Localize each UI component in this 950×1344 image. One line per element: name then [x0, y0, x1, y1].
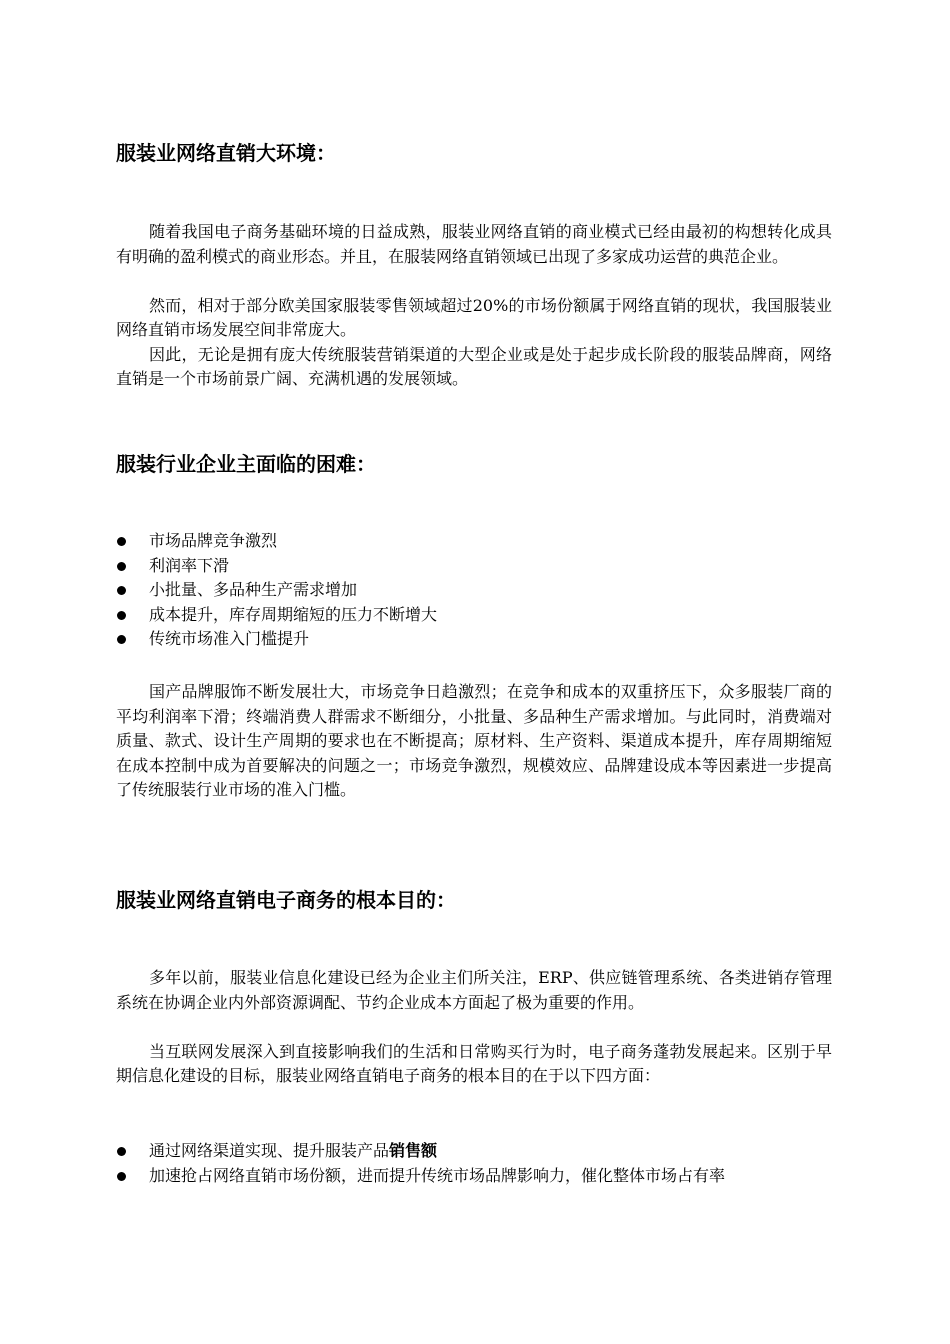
paragraph: 当互联网发展深入到直接影响我们的生活和日常购买行为时，电子商务蓬勃发展起来。区别于早期信息化建设的目标，服装业网络直销电子商务的根本目的在于以下四方面： — [116, 1041, 832, 1085]
list-item-text: 成本提升，库存周期缩短的压力不断增大 — [149, 604, 438, 624]
section-heading-purpose: 服装业网络直销电子商务的根本目的： — [116, 888, 456, 912]
purpose-list — [116, 1139, 832, 1188]
list-item-text: 传统市场准入门槛提升 — [149, 629, 310, 648]
difficulties-list — [116, 529, 832, 652]
list-item — [116, 578, 832, 603]
bullet-icon — [117, 1147, 126, 1156]
list-item — [116, 603, 832, 628]
section-heading-environment: 服装业网络直销大环境： — [116, 141, 336, 165]
list-item-text: 加速抢占网络直销市场份额，进而提升传统市场品牌影响力，催化整体市场占有率 — [149, 1165, 726, 1185]
list-item-text: 小批量、多品种生产需求增加 — [149, 580, 358, 599]
list-item-text: 市场品牌竞争激烈 — [149, 531, 278, 550]
bullet-icon — [117, 611, 126, 620]
list-item — [116, 1139, 832, 1164]
paragraph: 因此，无论是拥有庞大传统服装营销渠道的大型企业或是处于起步成长阶段的服装品牌商，网络直销是一个市场前景广阔、充满机遇的发展领域。 — [116, 344, 832, 388]
paragraph: 多年以前，服装业信息化建设已经为企业主们所关注，ERP、供应链管理系统、各类进销存管理系统在协调企业内外部资源调配、节约企业成本方面起了极为重要的作用。 — [116, 968, 832, 1012]
bullet-icon — [117, 537, 126, 546]
list-item — [116, 554, 832, 579]
list-item-text: 通过网络渠道实现、提升服装产品 — [149, 1141, 390, 1160]
paragraph: 随着我国电子商务基础环境的日益成熟，服装业网络直销的商业模式已经由最初的构想转化成具有明确的盈利模式的商业形态。并且，在服装网络直销领域已出现了多家成功运营的典范企业。 — [116, 222, 832, 266]
list-item-text: 利润率下滑 — [149, 555, 230, 575]
bullet-icon — [117, 562, 126, 571]
section-heading-difficulties: 服装行业企业主面临的困难： — [116, 452, 376, 476]
list-item — [116, 1164, 832, 1189]
list-item-emphasis: 销售额 — [389, 1141, 438, 1160]
paragraph: 然而，相对于部分欧美国家服装零售领域超过20%的市场份额属于网络直销的现状，我国服装业网络直销市场发展空间非常庞大。 — [116, 295, 832, 339]
list-item — [116, 627, 832, 652]
bullet-icon — [117, 1172, 126, 1181]
list-item — [116, 529, 832, 554]
bullet-icon — [117, 635, 126, 644]
paragraph: 国产品牌服饰不断发展壮大，市场竞争日趋激烈；在竞争和成本的双重挤压下，众多服装厂商的平均利润率下滑；终端消费人群需求不断细分，小批量、多品种生产需求增加。与此同时，消费端对质量、款式、设计生产周期的要求也在不断提高；原材料、生产资料、渠道成本提升，库存周期缩短在成本控制中成为首要解决的问题之一；市场竞争激烈，规模效应、品牌建设成本等因素进一步提高了传统服装行业市场的准入门槛。 — [116, 682, 832, 799]
bullet-icon — [117, 586, 126, 595]
